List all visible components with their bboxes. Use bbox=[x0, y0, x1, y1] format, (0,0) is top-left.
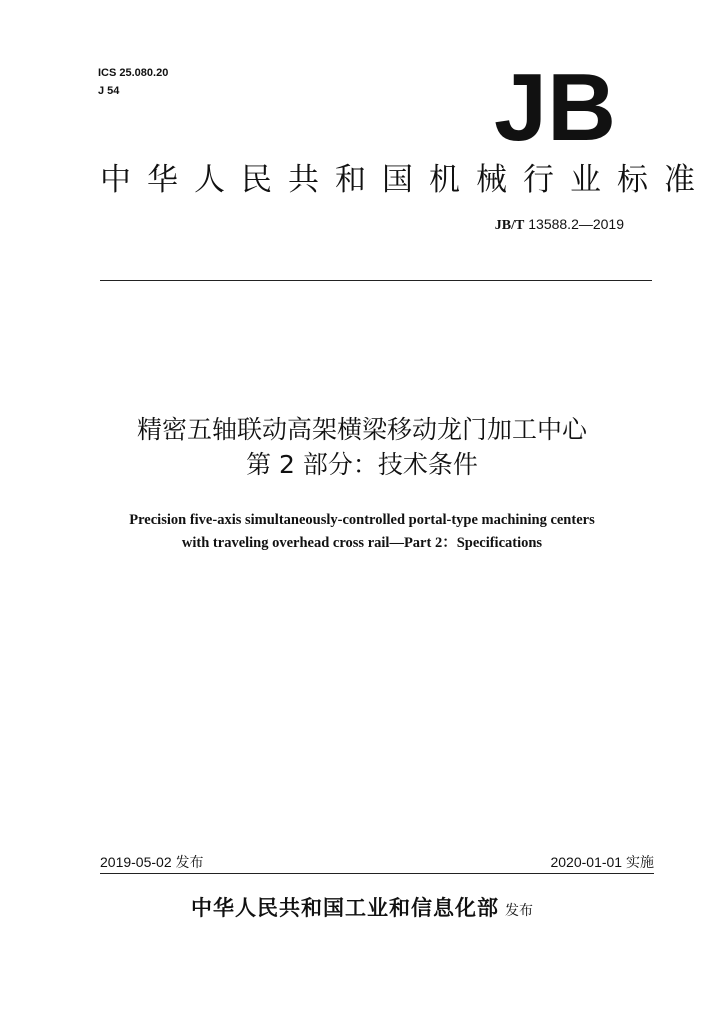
document-title-en-line1: Precision five-axis simultaneously-controlled portal-type machining centers bbox=[129, 512, 595, 528]
publish-date: 2019-05-02 发布 bbox=[100, 854, 204, 870]
standard-title: 中华人民共和国机械行业标准 bbox=[100, 162, 711, 198]
document-title-en-line2: with traveling overhead cross rail—Part 2：Specifications bbox=[181, 535, 543, 551]
ics-code-block bbox=[98, 64, 168, 100]
issuer-name: 中华人民共和国工业和信息化部 bbox=[191, 896, 499, 920]
standard-number bbox=[495, 216, 624, 234]
document-title-cn-line1: 精密五轴联动高架横梁移动龙门加工中心 bbox=[136, 415, 587, 444]
issuer-line bbox=[0, 892, 724, 922]
document-title-cn-line2: 第 2 部分：技术条件 bbox=[246, 450, 478, 479]
standard-number-value: 13588.2—2019 bbox=[524, 216, 624, 232]
implement-date: 2020-01-01 实施 bbox=[550, 854, 654, 870]
footer-divider bbox=[100, 873, 654, 874]
issuer-suffix: 发布 bbox=[505, 903, 533, 919]
standard-number-prefix: JB/T bbox=[494, 218, 525, 233]
ics-code: ICS 25.080.20 bbox=[98, 67, 169, 79]
classification-code: J 54 bbox=[98, 85, 120, 97]
header-divider bbox=[100, 280, 652, 281]
jb-logo bbox=[493, 62, 617, 146]
logo-text: JB bbox=[494, 62, 616, 146]
